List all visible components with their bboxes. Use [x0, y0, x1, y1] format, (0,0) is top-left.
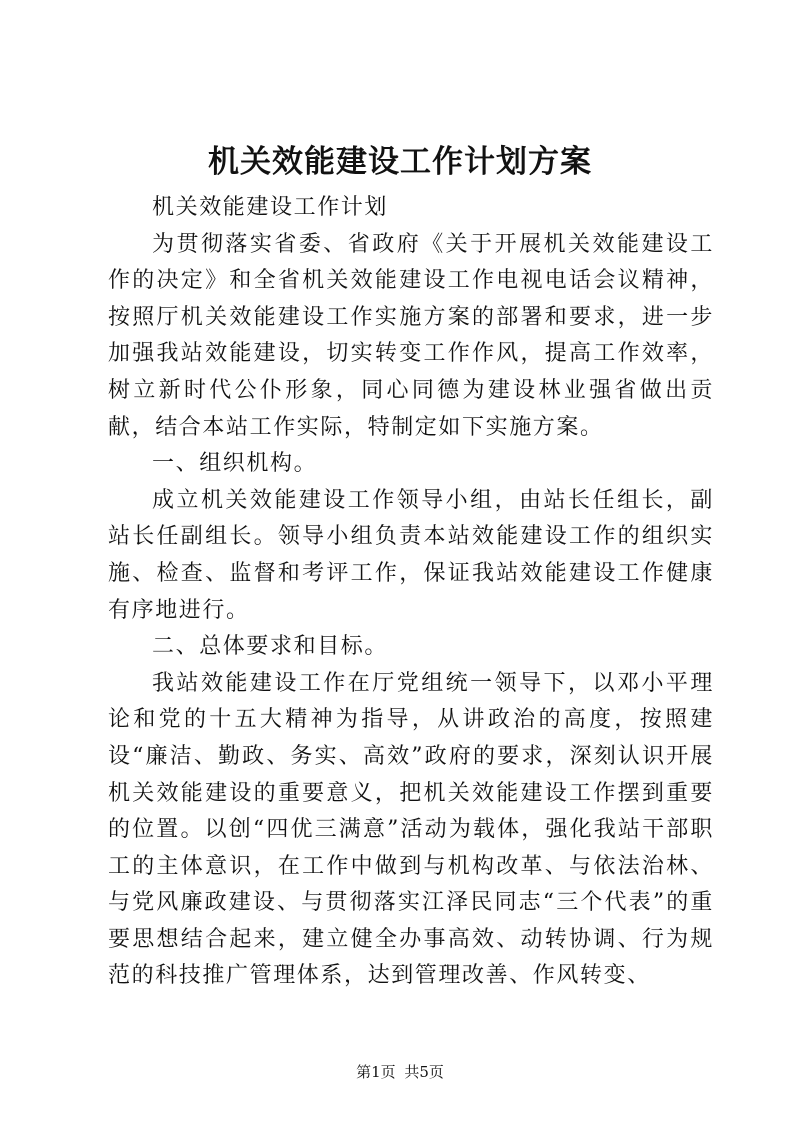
document-body — [108, 190, 714, 995]
page-total: 共5页 — [404, 1063, 444, 1081]
section-heading-requirements: 二、总体要求和目标。 — [152, 634, 389, 660]
paragraph-subtitle: 机关效能建设工作计划 — [152, 195, 389, 220]
section-heading-organization: 一、组织机构。 — [152, 451, 318, 477]
paragraph-intro: 为贯彻落实省委、省政府《关于开展机关效能建设工作的决定》和全省机关效能建设工作电视电话会议精神，按照厅机关效能建设工作实施方案的部署和要求，进一步加强我站效能建设，切实转变工作作风，提高工作效率，树立新时代公仆形象，同心同德为建设林业强省做出贡献，结合本站工作实际，特制定如下实施方案。 — [108, 231, 714, 440]
document-title: 机关效能建设工作计划方案 — [208, 144, 592, 180]
paragraph-requirements: 我站效能建设工作在厅党组统一领导下，以邓小平理论和党的十五大精神为指导，从讲政治的高度，按照建设“廉洁、勤政、务实、高效”政府的要求，深刻认识开展机关效能建设的重要意义，把机关效能建设工作摆到重要的位置。以创“四优三满意”活动为载体，强化我站干部职工的主体意识，在工作中做到与机构改革、与依法治林、与党风廉政建设、与贯彻落实江泽民同志“三个代表”的重要思想结合起来，建立健全办事高效、动转协调、行为规范的科技推广管理体系，达到管理改善、作风转变、 — [108, 670, 714, 989]
page-footer — [0, 1062, 800, 1082]
paragraph-organization: 成立机关效能建设工作领导小组，由站长任组长，副站长任副组长。领导小组负责本站效能建设工作的组织实施、检查、监督和考评工作，保证我站效能建设工作健康有序地进行。 — [108, 487, 714, 623]
page-number: 第1页 — [356, 1063, 396, 1081]
